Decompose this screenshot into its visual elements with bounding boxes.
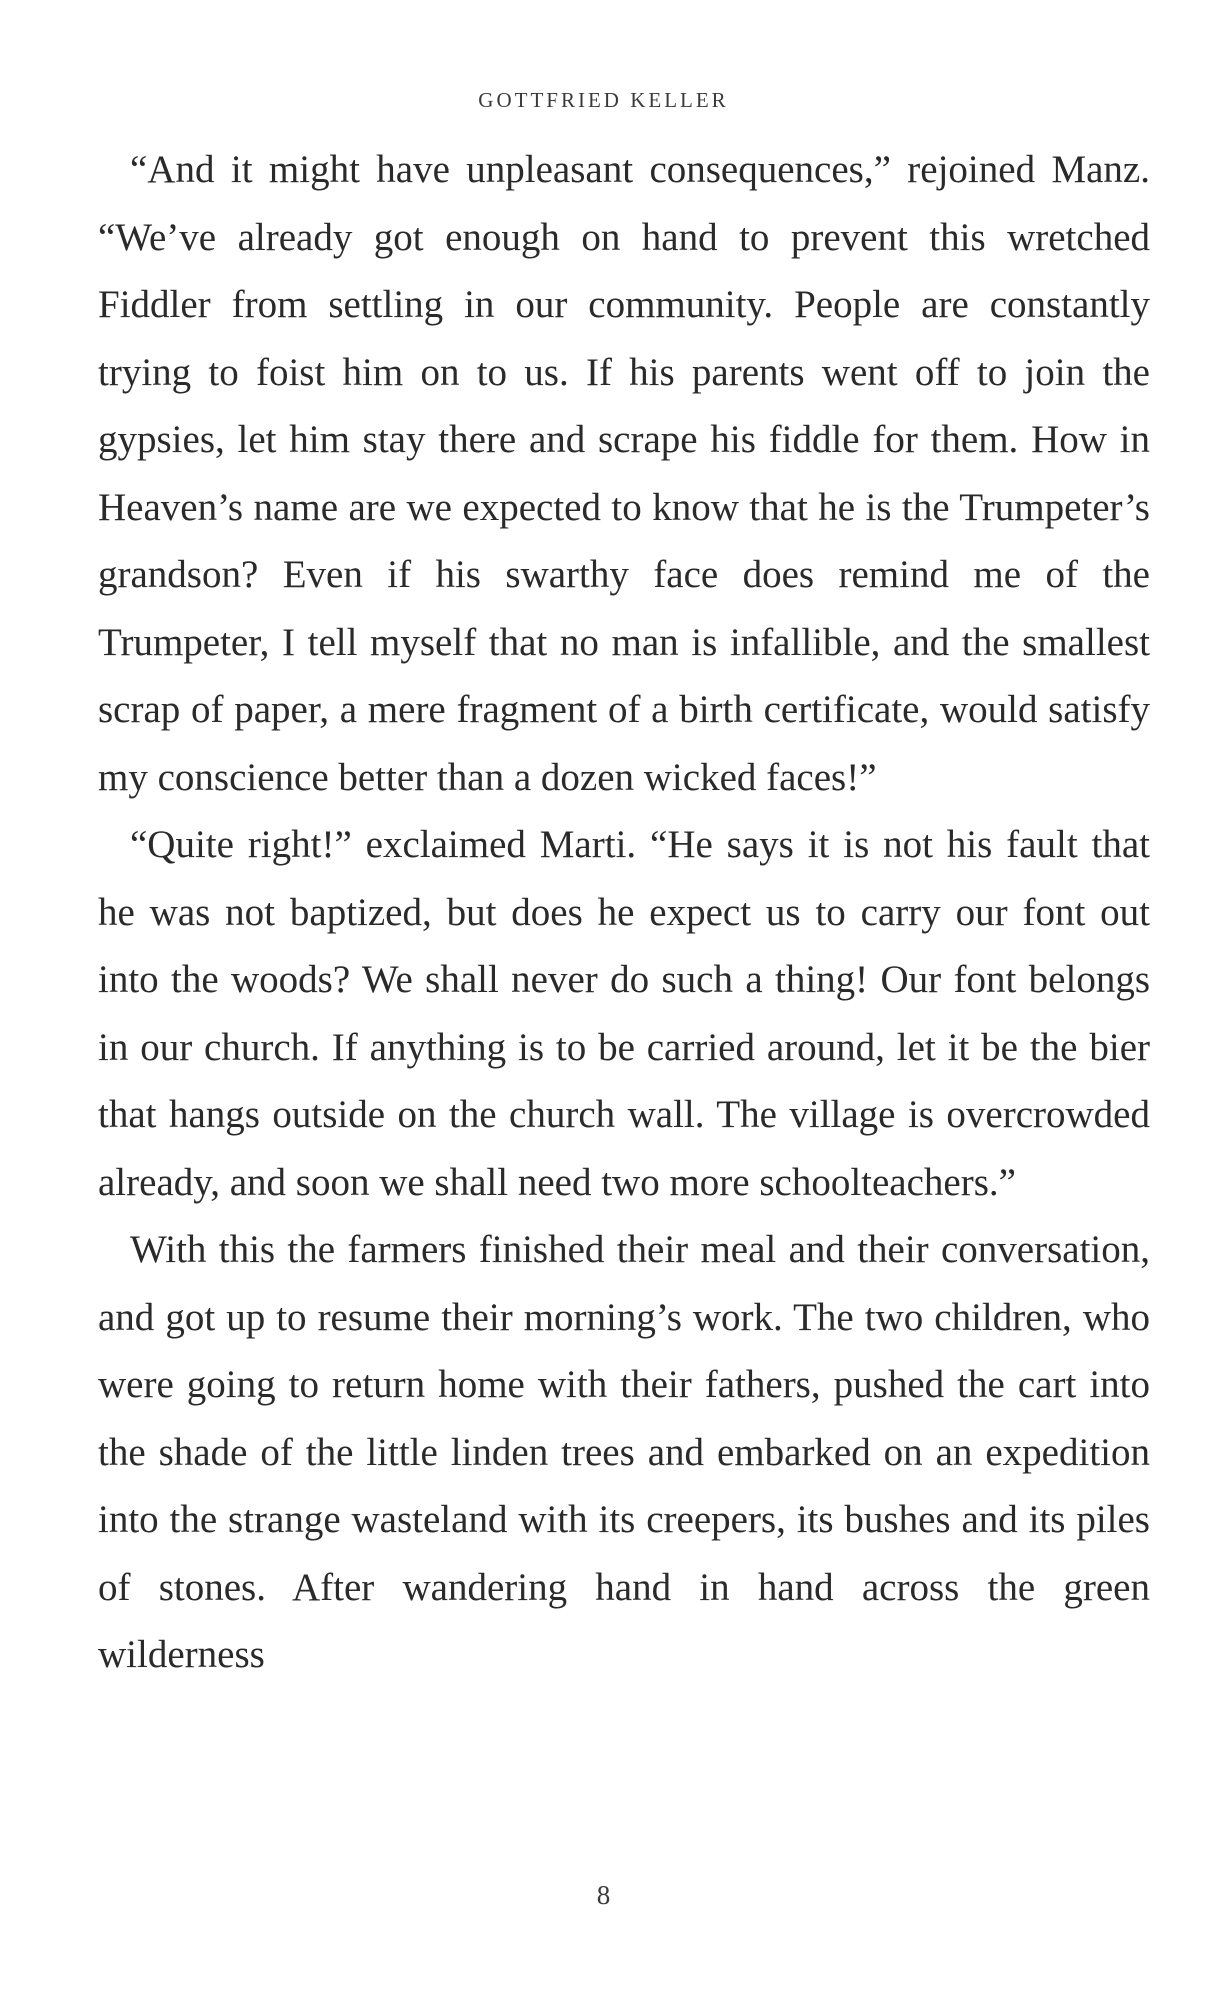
body-text [98,136,1150,1689]
paragraph-3: With this the farmers finished their meal and their conversation, and got up to resume their morning’s work. The two children, who were going to return home with their fathers, pushed the cart into the shade of the little linden trees and embarked on an expedition into the strange wasteland with its creepers, its bushes and its piles of stones. After wandering hand in hand across the green wilderness [98,1228,1150,1676]
paragraph-1: “And it might have unpleasant consequences,” rejoined Manz. “We’ve already got enough on hand to prevent this wretched Fiddler from settling in our community. People are constantly trying to foist him on to us. If his parents went off to join the gypsies, let him stay there and scrape his fiddle for them. How in Heaven’s name are we expected to know that he is the Trumpeter’s grandson? Even if his swarthy face does remind me of the Trumpeter, I tell myself that no man is infallible, and the smallest scrap of paper, a mere fragment of a birth certificate, would satisfy my conscience better than a dozen wicked faces!” [98,148,1150,799]
running-head: GOTTFRIED KELLER [478,88,729,112]
page-number: 8 [596,1880,611,1910]
paragraph-2: “Quite right!” exclaimed Marti. “He says it is not his fault that he was not baptized, but does he expect us to carry our font out into the woods? We shall never do such a thing! Our font belongs in our church. If anything is to be carried around, let it be the bier that hangs outside on the church wall. The village is overcrowded already, and soon we shall need two more schoolteachers.” [98,823,1150,1204]
